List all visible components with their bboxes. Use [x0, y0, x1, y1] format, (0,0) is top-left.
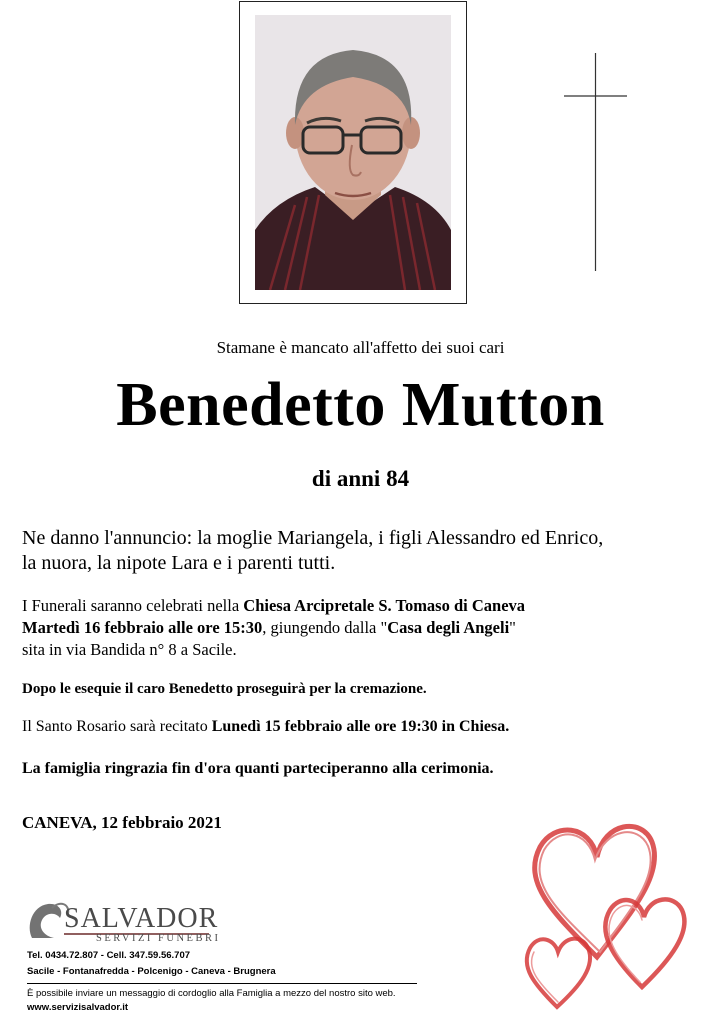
funeral-prefix: I Funerali saranno celebrati nella	[22, 596, 244, 615]
funeral-line-1	[22, 595, 702, 617]
rosary-prefix: Il Santo Rosario sarà recitato	[22, 718, 212, 735]
place-date: CANEVA, 12 febbraio 2021	[22, 813, 222, 832]
funeral-line-2	[22, 617, 702, 639]
contacts: Tel. 0434.72.807 - Cell. 347.59.56.707	[27, 950, 191, 961]
hearts-icon	[512, 812, 697, 1012]
deceased-age: di anni 84	[311, 466, 410, 491]
portrait-photo	[255, 15, 451, 290]
thanks-note: La famiglia ringrazia fin d'ora quanti parteciperanno alla cerimonia.	[22, 760, 494, 777]
funeral-details	[22, 595, 702, 661]
portrait-frame	[239, 1, 467, 304]
brand-name: SALVADOR	[64, 903, 219, 934]
rosary-when: Lunedì 15 febbraio alle ore 19:30 in Chiesa.	[211, 718, 510, 735]
condolence-message: È possibile inviare un messaggio di cordoglio alla Famiglia a mezzo del nostro sito web.	[27, 988, 396, 999]
funeral-datetime: Martedì 16 febbraio alle ore 15:30	[22, 618, 263, 637]
funeral-origin: Casa degli Angeli	[387, 618, 510, 637]
website-link[interactable]: www.servizisalvador.it	[27, 1002, 129, 1013]
funeral-address: sita in via Bandida n° 8 a Sacile.	[22, 640, 237, 659]
deceased-name: Benedetto Mutton	[116, 371, 605, 439]
rosary-info	[22, 718, 702, 736]
brand-subtitle: SERVIZI FUNEBRI	[96, 933, 221, 944]
announcement-line-1: Ne danno l'annuncio: la moglie Mariangela, i figli Alessandro ed Enrico,	[22, 527, 604, 549]
funeral-suffix: "	[509, 618, 516, 637]
portrait-illustration	[255, 15, 451, 290]
towns: Sacile - Fontanafredda - Polcenigo - Caneva - Brugnera	[27, 966, 276, 977]
cross-icon	[564, 53, 627, 271]
cremation-note: Dopo le esequie il caro Benedetto proseguirà per la cremazione.	[22, 681, 427, 697]
funeral-church: Chiesa Arcipretale S. Tomaso di Caneva	[243, 596, 526, 615]
funeral-mid: , giungendo dalla "	[262, 618, 388, 637]
intro-text: Stamane è mancato all'affetto dei suoi cari	[216, 338, 505, 357]
footer-divider	[27, 983, 417, 984]
announcement	[22, 526, 702, 576]
announcement-line-2: la nuora, la nipote Lara e i parenti tutti.	[22, 552, 336, 574]
